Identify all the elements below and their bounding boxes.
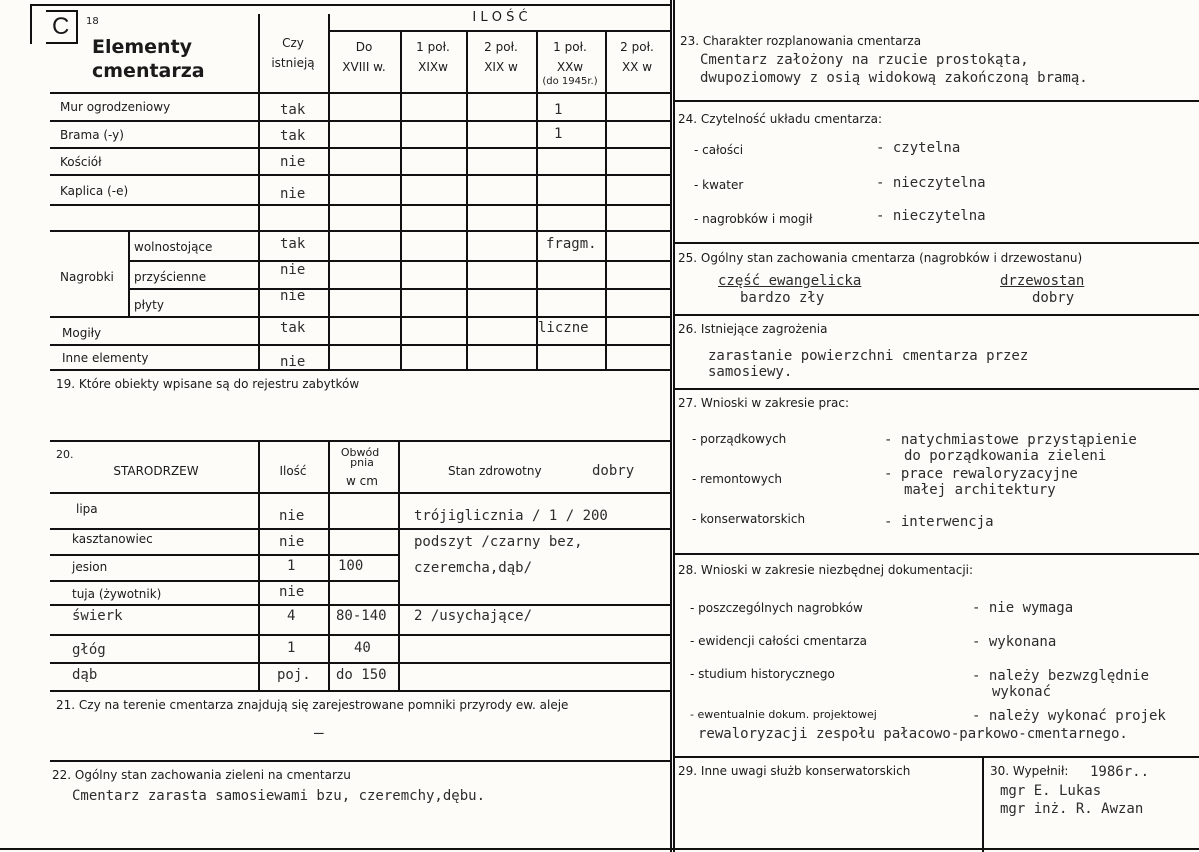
rule <box>50 760 670 762</box>
rule <box>673 242 1199 244</box>
tree-qty: 1 <box>287 558 296 574</box>
works-value: do porządkowania zieleni <box>904 448 1107 464</box>
tree-qty: nie <box>279 584 305 600</box>
rule <box>50 316 670 318</box>
tree-obwod: 80-140 <box>336 608 387 624</box>
rule <box>50 230 670 232</box>
rule <box>50 369 670 371</box>
col-header: (do 1945r.) <box>542 76 598 87</box>
card-letter-box: C <box>46 10 78 44</box>
nagrobki-label: Nagrobki <box>60 270 114 284</box>
rule <box>328 440 330 690</box>
rule <box>30 4 670 6</box>
legibility-key: - kwater <box>694 178 744 192</box>
works-value: - interwencja <box>884 514 994 530</box>
rule <box>673 0 675 852</box>
section-23-label: 23. Charakter rozplanowania cmentarza <box>680 34 922 48</box>
docs-value: wykonać <box>992 684 1052 700</box>
rule <box>400 30 402 369</box>
row-qty: 1 <box>554 126 563 142</box>
rule <box>328 30 670 32</box>
section-19-label: 19. Które obiekty wpisane są do rejestru zabytków <box>56 377 360 391</box>
col-header: XXw <box>556 60 584 74</box>
row-qty: 1 <box>554 102 563 118</box>
legibility-key: - całości <box>694 143 744 157</box>
condition-head: część ewangelicka <box>718 273 862 289</box>
section-29-label: 29. Inne uwagi służb konserwatorskich <box>678 764 911 778</box>
rule <box>50 528 670 530</box>
row-value: nie <box>280 288 306 304</box>
tree-name: jesion <box>72 560 108 574</box>
section-28-label: 28. Wnioski w zakresie niezbędnej dokumentacji: <box>678 563 974 577</box>
tree-name: głóg <box>72 642 106 658</box>
rule <box>673 756 1199 758</box>
rule <box>50 174 670 176</box>
section-25-label: 25. Ogólny stan zachowania cmentarza (nagrobków i drzewostanu) <box>678 251 1083 265</box>
rule <box>673 553 1199 555</box>
rule <box>50 662 670 664</box>
works-key: - remontowych <box>692 472 782 486</box>
section-21-label: 21. Czy na terenie cmentarza znajdują się zarejestrowane pomniki przyrody ew. aleje <box>56 698 569 712</box>
row-qty: liczne <box>538 320 589 336</box>
condition-head: drzewostan <box>1000 273 1085 289</box>
tree-qty: poj. <box>277 667 311 683</box>
tree-obwod: 100 <box>338 558 364 574</box>
works-key: - konserwatorskich <box>692 512 806 526</box>
rule <box>50 634 670 636</box>
rule <box>673 314 1199 316</box>
works-value: - prace rewaloryzacyjne <box>884 466 1078 482</box>
rule <box>536 30 538 369</box>
condition-value: bardzo zły <box>740 290 825 306</box>
obwod-header: pnia <box>350 456 374 469</box>
legibility-value: - nieczytelna <box>876 208 986 224</box>
works-key: - porządkowych <box>692 432 787 446</box>
legibility-key: - nagrobków i mogił <box>694 212 813 226</box>
obwod-header: w cm <box>346 474 378 488</box>
rule <box>50 690 670 692</box>
rule <box>605 30 607 369</box>
row-value: nie <box>280 354 306 370</box>
row-label: wolnostojące <box>134 240 213 254</box>
row-label: Kaplica (-e) <box>60 184 129 198</box>
tree-name: lipa <box>76 502 98 516</box>
row-value: tak <box>280 102 306 118</box>
section-21-value: — <box>314 723 324 742</box>
col-header: 1 poł. <box>416 40 450 54</box>
table-title: Elementy <box>92 36 193 58</box>
col-header: XIXw <box>418 60 448 74</box>
docs-value: - wykonana <box>972 634 1057 650</box>
card-number: 18 <box>86 16 99 27</box>
row-value: tak <box>280 128 306 144</box>
tree-obwod: do 150 <box>336 667 387 683</box>
docs-value: - należy wykonać projek <box>972 708 1166 724</box>
row-label: Mogiły <box>62 326 102 340</box>
rule <box>30 4 32 44</box>
rule <box>50 344 670 346</box>
rule <box>258 440 260 690</box>
tree-qty: 4 <box>287 608 296 624</box>
filled-date: 1986r.. <box>1090 764 1150 780</box>
docs-key: - poszczególnych nagrobków <box>690 601 863 615</box>
works-value: - natychmiastowe przystąpienie <box>884 432 1137 448</box>
tree-qty: nie <box>279 534 305 550</box>
tree-name: dąb <box>72 667 98 683</box>
rule <box>50 120 670 122</box>
docs-key: - studium historycznego <box>690 667 835 681</box>
rule <box>673 388 1199 390</box>
tree-name: świerk <box>72 608 123 624</box>
rule <box>50 204 670 206</box>
section-27-label: 27. Wnioski w zakresie prac: <box>678 396 850 410</box>
rule <box>128 288 670 290</box>
exists-header: Czy <box>282 36 304 50</box>
row-value: tak <box>280 320 306 336</box>
tree-note: czeremcha,dąb/ <box>414 560 533 576</box>
rule <box>50 440 670 442</box>
rule <box>398 440 400 690</box>
section-22-label: 22. Ogólny stan zachowania zieleni na cmentarzu <box>52 768 351 782</box>
section-26-value: samosiewy. <box>708 364 793 380</box>
col-header: 2 poł. <box>620 40 654 54</box>
row-label: Kościół <box>60 155 102 169</box>
rule <box>673 100 1199 102</box>
tree-name: tuja (żywotnik) <box>72 587 162 601</box>
docs-value: - należy bezwzględnie <box>972 668 1150 684</box>
filled-by: mgr E. Lukas <box>1000 783 1102 799</box>
ilosc-header: Ilość <box>279 464 307 478</box>
rule <box>50 92 670 94</box>
section-30-label: 30. Wypełnił: <box>990 764 1069 778</box>
col-header: Do <box>355 40 373 54</box>
rule <box>50 492 670 494</box>
ilosc-header: I L O Ś Ć <box>472 10 528 25</box>
rule <box>128 260 670 262</box>
row-value: nie <box>280 262 306 278</box>
rule <box>50 580 398 582</box>
rule <box>128 230 130 316</box>
section-20-num: 20. <box>56 448 74 461</box>
section-23-value: Cmentarz założony na rzucie prostokąta, <box>700 52 1029 68</box>
rule <box>50 604 670 606</box>
section-22-value: Cmentarz zarasta samosiewami bzu, czeremchy,dębu. <box>72 788 486 804</box>
legibility-value: - nieczytelna <box>876 175 986 191</box>
docs-key: - ewidencji całości cmentarza <box>690 634 867 648</box>
row-label: Mur ogrodzeniowy <box>60 100 171 114</box>
row-label: Inne elementy <box>62 351 149 365</box>
section-26-label: 26. Istniejące zagrożenia <box>678 322 828 336</box>
row-label: przyścienne <box>134 270 207 284</box>
col-header: XX w <box>621 60 653 74</box>
tree-name: kasztanowiec <box>72 532 153 546</box>
docs-value: - nie wymaga <box>972 600 1074 616</box>
rule <box>466 30 468 369</box>
rule <box>50 147 670 149</box>
row-value: nie <box>280 186 306 202</box>
stan-value: dobry <box>592 463 635 479</box>
row-value: nie <box>280 154 306 170</box>
condition-value: dobry <box>1032 290 1075 306</box>
table-title: cmentarza <box>92 60 205 82</box>
rule <box>50 554 398 556</box>
rule <box>0 848 1199 850</box>
obwod-header: Obwód <box>340 446 380 459</box>
tree-qty: nie <box>279 508 305 524</box>
col-header: 2 poł. <box>484 40 518 54</box>
starodrzew-header: STARODRZEW <box>113 464 199 478</box>
rule <box>982 756 984 852</box>
works-value: małej architektury <box>904 482 1056 498</box>
col-header: 1 poł. <box>553 40 587 54</box>
tree-obwod: 40 <box>354 640 371 656</box>
section-23-value: dwupoziomowy z osią widokową zakończoną bramą. <box>700 70 1088 86</box>
tree-qty: 1 <box>287 640 296 656</box>
row-label: płyty <box>134 298 164 312</box>
stan-header: Stan zdrowotny <box>448 464 542 478</box>
docs-key: - ewentualnie dokum. projektowej <box>690 708 877 721</box>
row-qty: fragm. <box>546 236 597 252</box>
tree-note: podszyt /czarny bez, <box>414 534 583 550</box>
filled-by: mgr inż. R. Awzan <box>1000 801 1144 817</box>
col-header: XIX w <box>484 60 518 74</box>
legibility-value: - czytelna <box>876 140 961 156</box>
col-header: XVIII w. <box>342 60 386 74</box>
section-26-value: zarastanie powierzchni cmentarza przez <box>708 348 1029 364</box>
section-24-label: 24. Czytelność układu cmentarza: <box>678 112 883 126</box>
rule <box>670 0 672 852</box>
tree-note: 2 /usychające/ <box>414 608 533 624</box>
tree-note: trójiglicznia / 1 / 200 <box>414 508 608 524</box>
row-value: tak <box>280 236 306 252</box>
row-label: Brama (-y) <box>60 128 124 142</box>
exists-header: istnieją <box>271 56 315 70</box>
docs-extra: rewaloryzacji zespołu pałacowo-parkowo-cmentarnego. <box>698 726 1128 742</box>
